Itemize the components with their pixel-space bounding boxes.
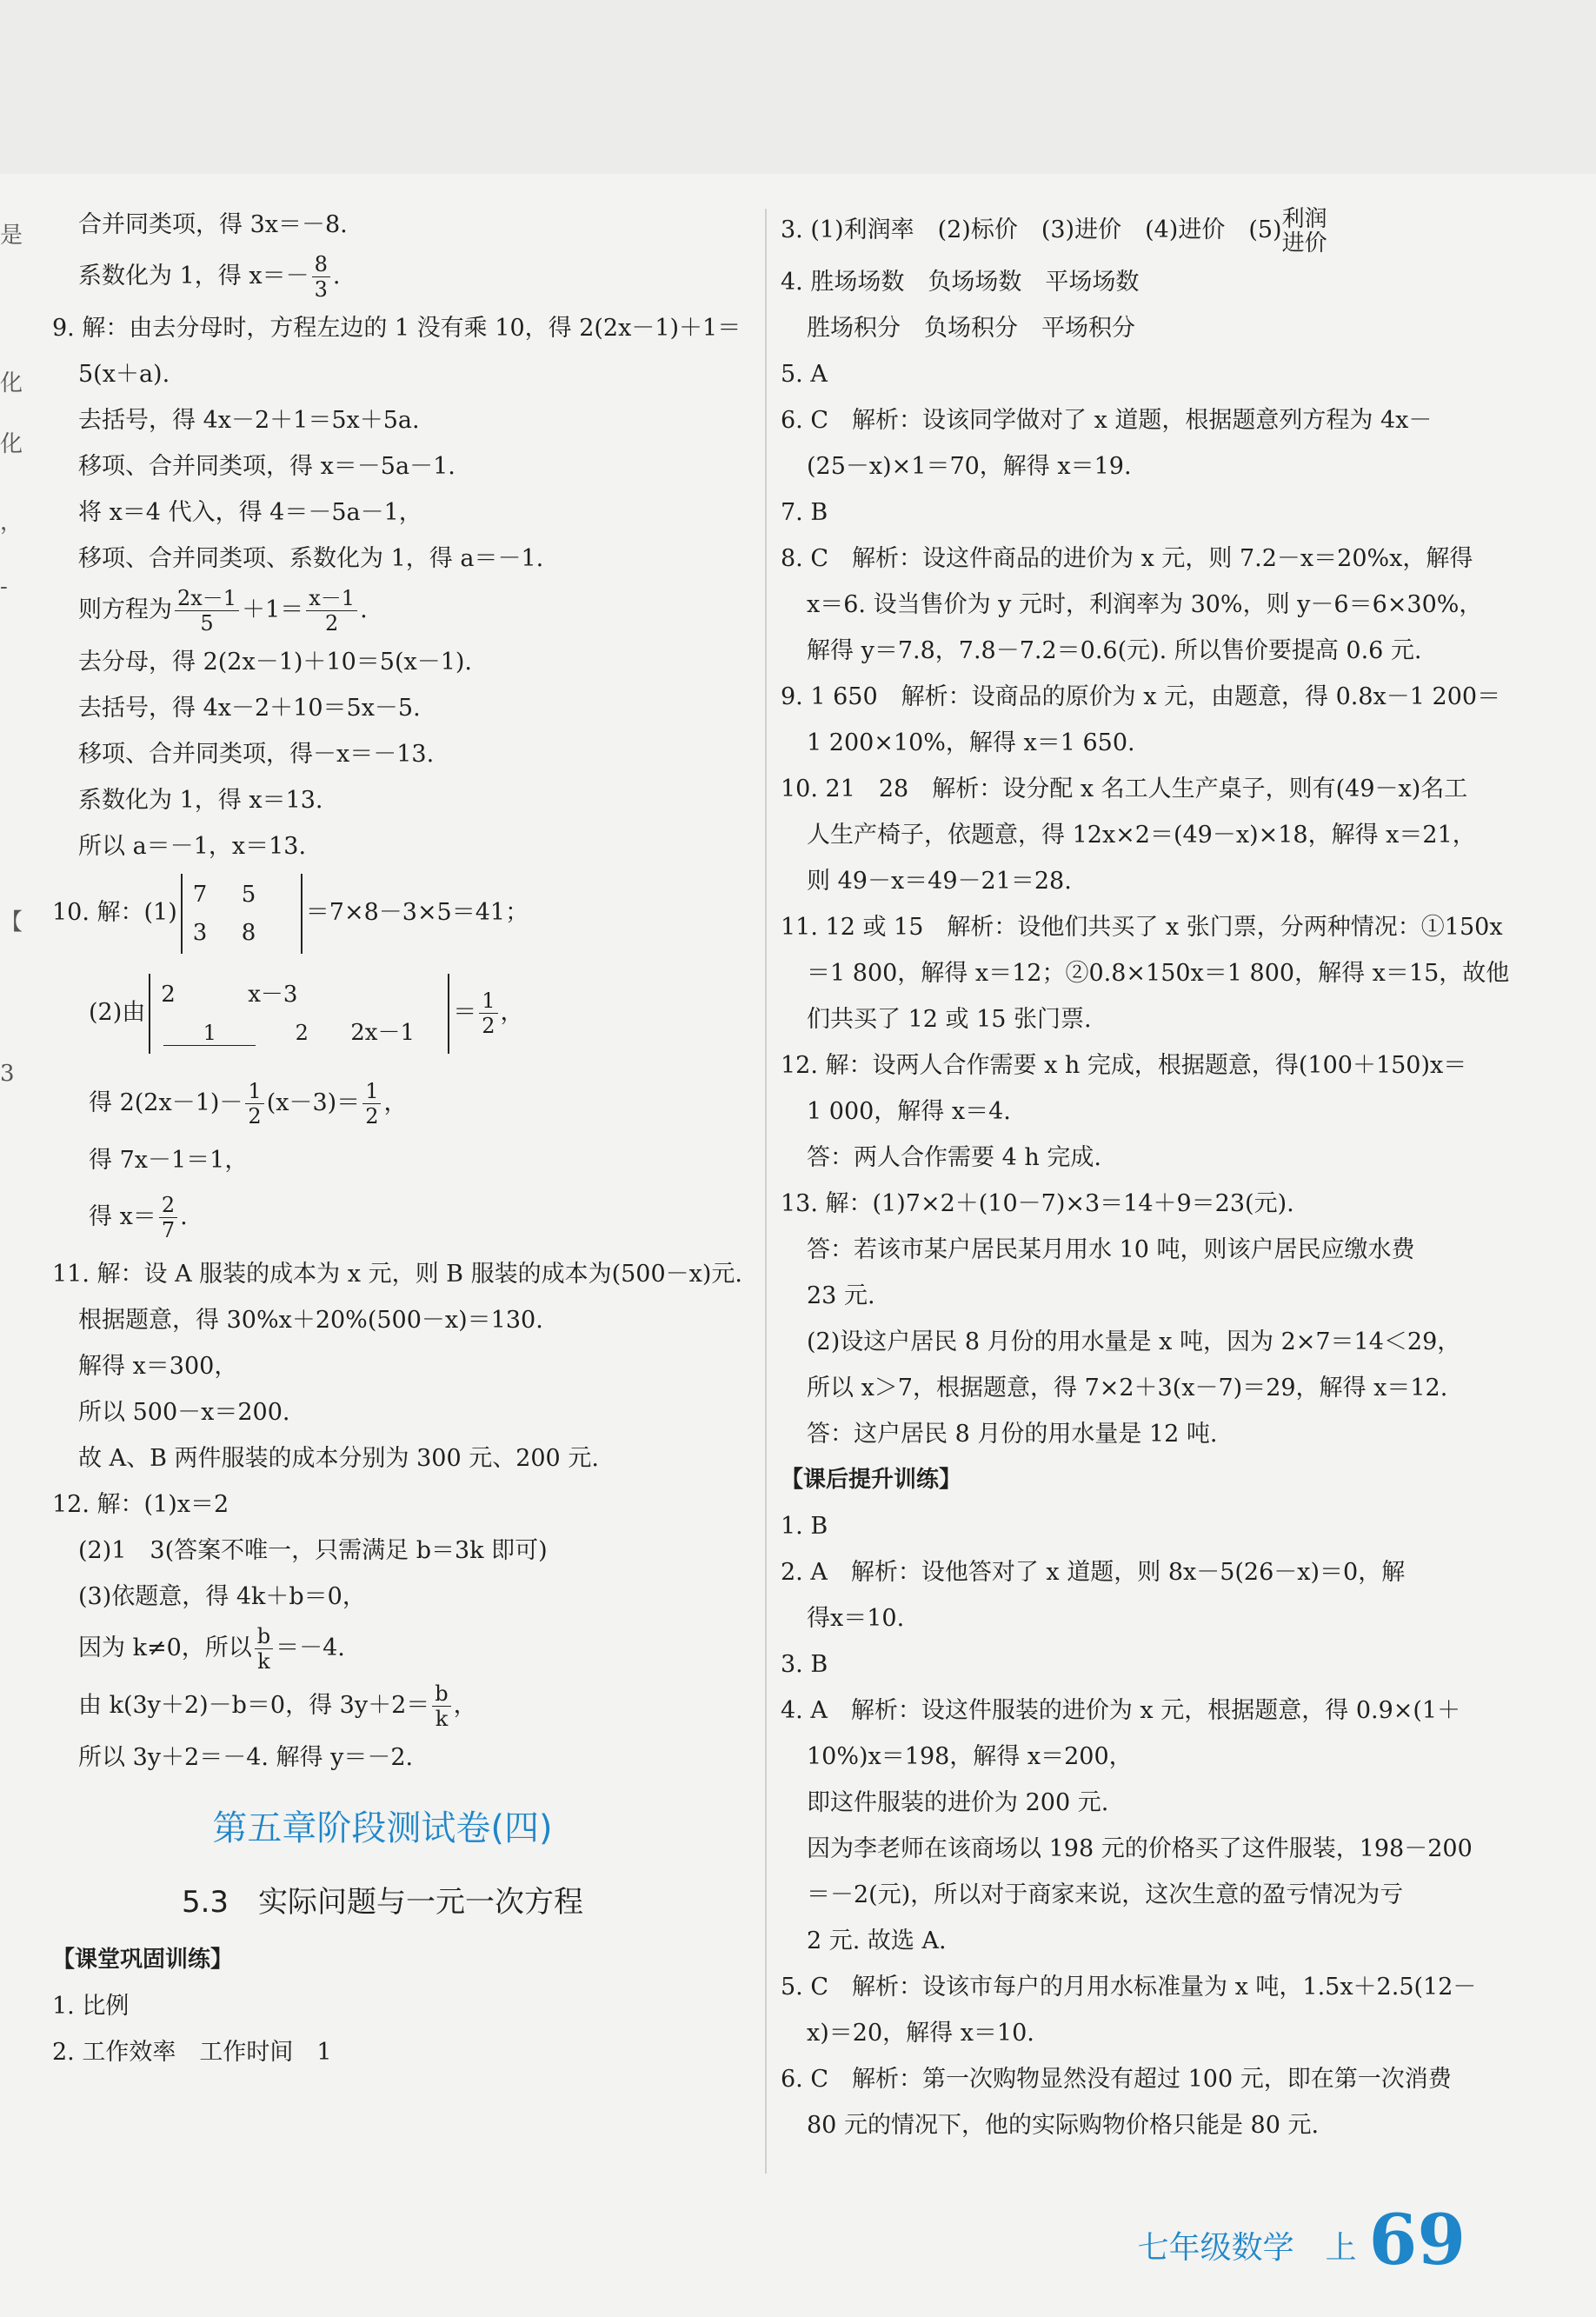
edge-char: - xyxy=(0,574,8,600)
answer-line: 6. C 解析：设该同学做对了 x 道题，根据题意列方程为 4x－ xyxy=(781,407,1433,434)
answer-line: 由 k(3y＋2)－b＝0，得 3y＋2＝ $\frac{b}{k}$ ， xyxy=(78,1681,477,1731)
answer-line: 得 2(2x－1)－ $\frac{1}{2}$ (x－3)＝ $\frac{1}{2}$ ， xyxy=(89,1079,408,1129)
answer-line: 5. A xyxy=(781,361,828,388)
answer-line: 因为 k≠0，所以 $\frac{b}{k}$ ＝－4. xyxy=(78,1624,345,1674)
column-divider xyxy=(765,209,767,2174)
fraction: $\frac{8}{3}$ xyxy=(312,252,330,302)
answer-line: 答：这户居民 8 月份的用水量是 12 吨. xyxy=(807,1421,1218,1448)
answer-line: 人生产椅子，依题意，得 12x×2＝(49－x)×18，解得 x＝21， xyxy=(807,822,1476,849)
answer-line: 故 A、B 两件服装的成本分别为 300 元、200 元. xyxy=(78,1445,599,1472)
answer-line: 则 49－x＝49－21＝28. xyxy=(807,868,1072,895)
fraction: $\frac{b}{k}$ xyxy=(432,1681,450,1731)
answer-line: x)＝20，解得 x＝10. xyxy=(807,2020,1034,2047)
page-number: 69 xyxy=(1368,2199,1466,2280)
answer-line: 1 200×10%，解得 x＝1 650. xyxy=(807,729,1135,756)
answer-line: 答：若该市某户居民某月用水 10 吨，则该户居民应缴水费 xyxy=(807,1236,1415,1263)
edge-char: 【 xyxy=(0,909,23,935)
answer-line: 所以 a＝－1，x＝13. xyxy=(78,833,307,860)
answer-line: 得 x＝ $\frac{2}{7}$ . xyxy=(89,1193,188,1242)
top-margin-band xyxy=(0,0,1596,174)
fraction: $\frac{2}{7}$ xyxy=(159,1193,177,1242)
answer-line: ＝1 800，解得 x＝12；②0.8×150x＝1 800，解得 x＝15，故他 xyxy=(807,960,1510,987)
answer-line: 2. 工作效率 工作时间 1 xyxy=(52,2039,332,2066)
answer-line: 们共买了 12 或 15 张门票. xyxy=(807,1006,1092,1033)
edge-char: 化 xyxy=(0,370,23,396)
answer-line: 根据题意，得 30%x＋20%(500－x)＝130. xyxy=(78,1307,543,1334)
determinant: 7 5 3 8 xyxy=(181,874,303,954)
answer-line: 得 7x－1＝1， xyxy=(89,1147,249,1174)
answer-line: 因为李老师在该商场以 198 元的价格买了这件服装，198－200 xyxy=(807,1835,1473,1862)
answer-line: 即这件服装的进价为 200 元. xyxy=(807,1789,1109,1816)
answer-line: (3)依题意，得 4k＋b＝0， xyxy=(78,1583,366,1610)
book-label: 七年级数学 上 xyxy=(1137,2230,1357,2266)
answer-line: 将 x＝4 代入，得 4＝－5a－1， xyxy=(78,499,422,526)
answer-line: 3. B xyxy=(781,1651,828,1678)
answer-line: 解得 x＝300， xyxy=(78,1353,238,1380)
answer-line: 23 元. xyxy=(807,1282,875,1309)
answer-line: 去括号，得 4x－2＋1＝5x＋5a. xyxy=(78,407,420,434)
answer-line: 解得 y＝7.8，7.8－7.2＝0.6(元). 所以售价要提高 0.6 元. xyxy=(807,637,1422,664)
answer-line: 11. 12 或 15 解析：设他们共买了 x 张门票，分两种情况：①150x xyxy=(781,914,1503,941)
answer-line: 12. 解：设两人合作需要 x h 完成，根据题意，得(100＋150)x＝ xyxy=(781,1052,1467,1079)
answer-line: 2. A 解析：设他答对了 x 道题，则 8x－5(26－x)＝0，解 xyxy=(781,1559,1406,1586)
answer-line: 10%)x＝198，解得 x＝200， xyxy=(807,1743,1133,1770)
answer-line: 5(x＋a). xyxy=(78,361,170,388)
stacked-label: 利润 进价 xyxy=(1281,205,1327,256)
answer-line: (2)由 2 x－3 1 2 2x－1 ＝ $\frac{1}{2}$ ， xyxy=(52,956,765,1069)
answer-line: ＝－2(元)，所以对于商家来说，这次生意的盈亏情况为亏 xyxy=(807,1881,1404,1908)
answer-line: 系数化为 1，得 x＝－ $\frac{8}{3}$ . xyxy=(78,252,341,302)
edge-char: 是 xyxy=(0,223,23,249)
answer-line: 移项、合并同类项、系数化为 1，得 a＝－1. xyxy=(78,545,544,572)
answer-line: 7. B xyxy=(781,499,828,526)
fraction: $\frac{1}{2}$ xyxy=(362,1079,381,1129)
answer-line: 所以 x＞7，根据题意，得 7×2＋3(x－7)＝29，解得 x＝12. xyxy=(807,1375,1448,1402)
chapter-title: 第五章阶段测试卷(四) xyxy=(212,1808,553,1848)
section-title: 5.3 实际问题与一元一次方程 xyxy=(181,1885,584,1920)
answer-line: 1. 比例 xyxy=(52,1993,130,2020)
answer-line: 移项、合并同类项，得 x＝－5a－1. xyxy=(78,453,456,480)
answer-line: 1 000，解得 x＝4. xyxy=(807,1098,1011,1125)
fraction: $\frac{b}{k}$ xyxy=(255,1624,273,1674)
answer-line: 1. B xyxy=(781,1513,828,1540)
fraction: $\frac{1}{2}$ xyxy=(245,1079,263,1129)
answer-line: 移项、合并同类项，得－x＝－13. xyxy=(78,741,435,768)
answer-line: 4. A 解析：设这件服装的进价为 x 元，根据题意，得 0.9×(1＋ xyxy=(781,1697,1461,1724)
q9-heading: 9. 解：由去分母时，方程左边的 1 没有乘 10，得 2(2x－1)＋1＝ xyxy=(52,315,741,342)
answer-line: 10. 21 28 解析：设分配 x 名工人生产桌子，则有(49－x)名工 xyxy=(781,776,1468,802)
answer-line: 9. 1 650 解析：设商品的原价为 x 元，由题意，得 0.8x－1 200＝ xyxy=(781,683,1501,710)
answer-line: 所以 3y＋2＝－4. 解得 y＝－2. xyxy=(78,1744,414,1771)
answer-line: x＝6. 设当售价为 y 元时，利润率为 30%，则 y－6＝6×30%， xyxy=(807,591,1483,618)
section-heading: 【课后提升训练】 xyxy=(781,1467,962,1493)
edge-char: 化 xyxy=(0,431,23,457)
fraction: $\frac{2x-1}{5}$ xyxy=(175,586,239,636)
q12-heading: 12. 解：(1)x＝2 xyxy=(52,1491,229,1518)
q11-heading: 11. 解：设 A 服装的成本为 x 元，则 B 服装的成本为(500－x)元. xyxy=(52,1261,742,1288)
answer-line: 则方程为 $\frac{2x-1}{5}$ ＋1＝ $\frac{x-1}{2}$ . xyxy=(78,586,368,636)
answer-line: 系数化为 1，得 x＝13. xyxy=(78,787,323,814)
determinant: 2 x－3 1 2 2x－1 xyxy=(149,974,449,1054)
answer-line: 6. C 解析：第一次购物显然没有超过 100 元，即在第一次消费 xyxy=(781,2066,1452,2093)
answer-line: (2)1 3(答案不唯一，只需满足 b＝3k 即可) xyxy=(78,1537,548,1564)
answer-line: 去分母，得 2(2x－1)＋10＝5(x－1). xyxy=(78,649,473,676)
answer-line: 胜场积分 负场积分 平场积分 xyxy=(807,315,1135,342)
answer-line: 2 元. 故选 A. xyxy=(807,1928,947,1954)
fraction: $\frac{x-1}{2}$ xyxy=(306,586,357,636)
left-column xyxy=(52,202,765,2075)
answer-line: 80 元的情况下，他的实际购物价格只能是 80 元. xyxy=(807,2112,1320,2139)
edge-char: ， xyxy=(0,509,23,536)
answer-line: (25－x)×1＝70，解得 x＝19. xyxy=(807,453,1132,480)
answer-line: 所以 500－x＝200. xyxy=(78,1399,290,1426)
answer-line: 合并同类项，得 3x＝－8. xyxy=(78,211,348,238)
fraction: $\frac{1}{2}$ xyxy=(479,989,497,1038)
page-footer xyxy=(1137,2199,1466,2280)
answer-line: 4. 胜场场数 负场场数 平场场数 xyxy=(781,269,1140,296)
answer-line: 答：两人合作需要 4 h 完成. xyxy=(807,1144,1101,1171)
answer-line: 8. C 解析：设这件商品的进价为 x 元，则 7.2－x＝20%x，解得 xyxy=(781,545,1473,572)
section-heading: 【课堂巩固训练】 xyxy=(52,1947,234,1973)
answer-line: 3. (1)利润率 (2)标价 (3)进价 (4)进价 (5) 利润 进价 xyxy=(781,205,1327,256)
right-column xyxy=(781,202,1510,2148)
answer-line: 13. 解：(1)7×2＋(10－7)×3＝14＋9＝23(元). xyxy=(781,1190,1294,1217)
answer-line: (2)设这户居民 8 月份的用水量是 x 吨，因为 2×7＝14＜29， xyxy=(807,1328,1461,1355)
answer-line: 得x＝10. xyxy=(807,1605,905,1632)
edge-char: 3 xyxy=(0,1061,15,1087)
answer-line: 去括号，得 4x－2＋10＝5x－5. xyxy=(78,695,421,722)
q10-heading: 10. 解：(1) 7 5 3 8 ＝7×8－3×5＝41； xyxy=(52,869,765,956)
answer-line: 5. C 解析：设该市每户的月用水标准量为 x 吨，1.5x＋2.5(12－ xyxy=(781,1974,1477,2001)
